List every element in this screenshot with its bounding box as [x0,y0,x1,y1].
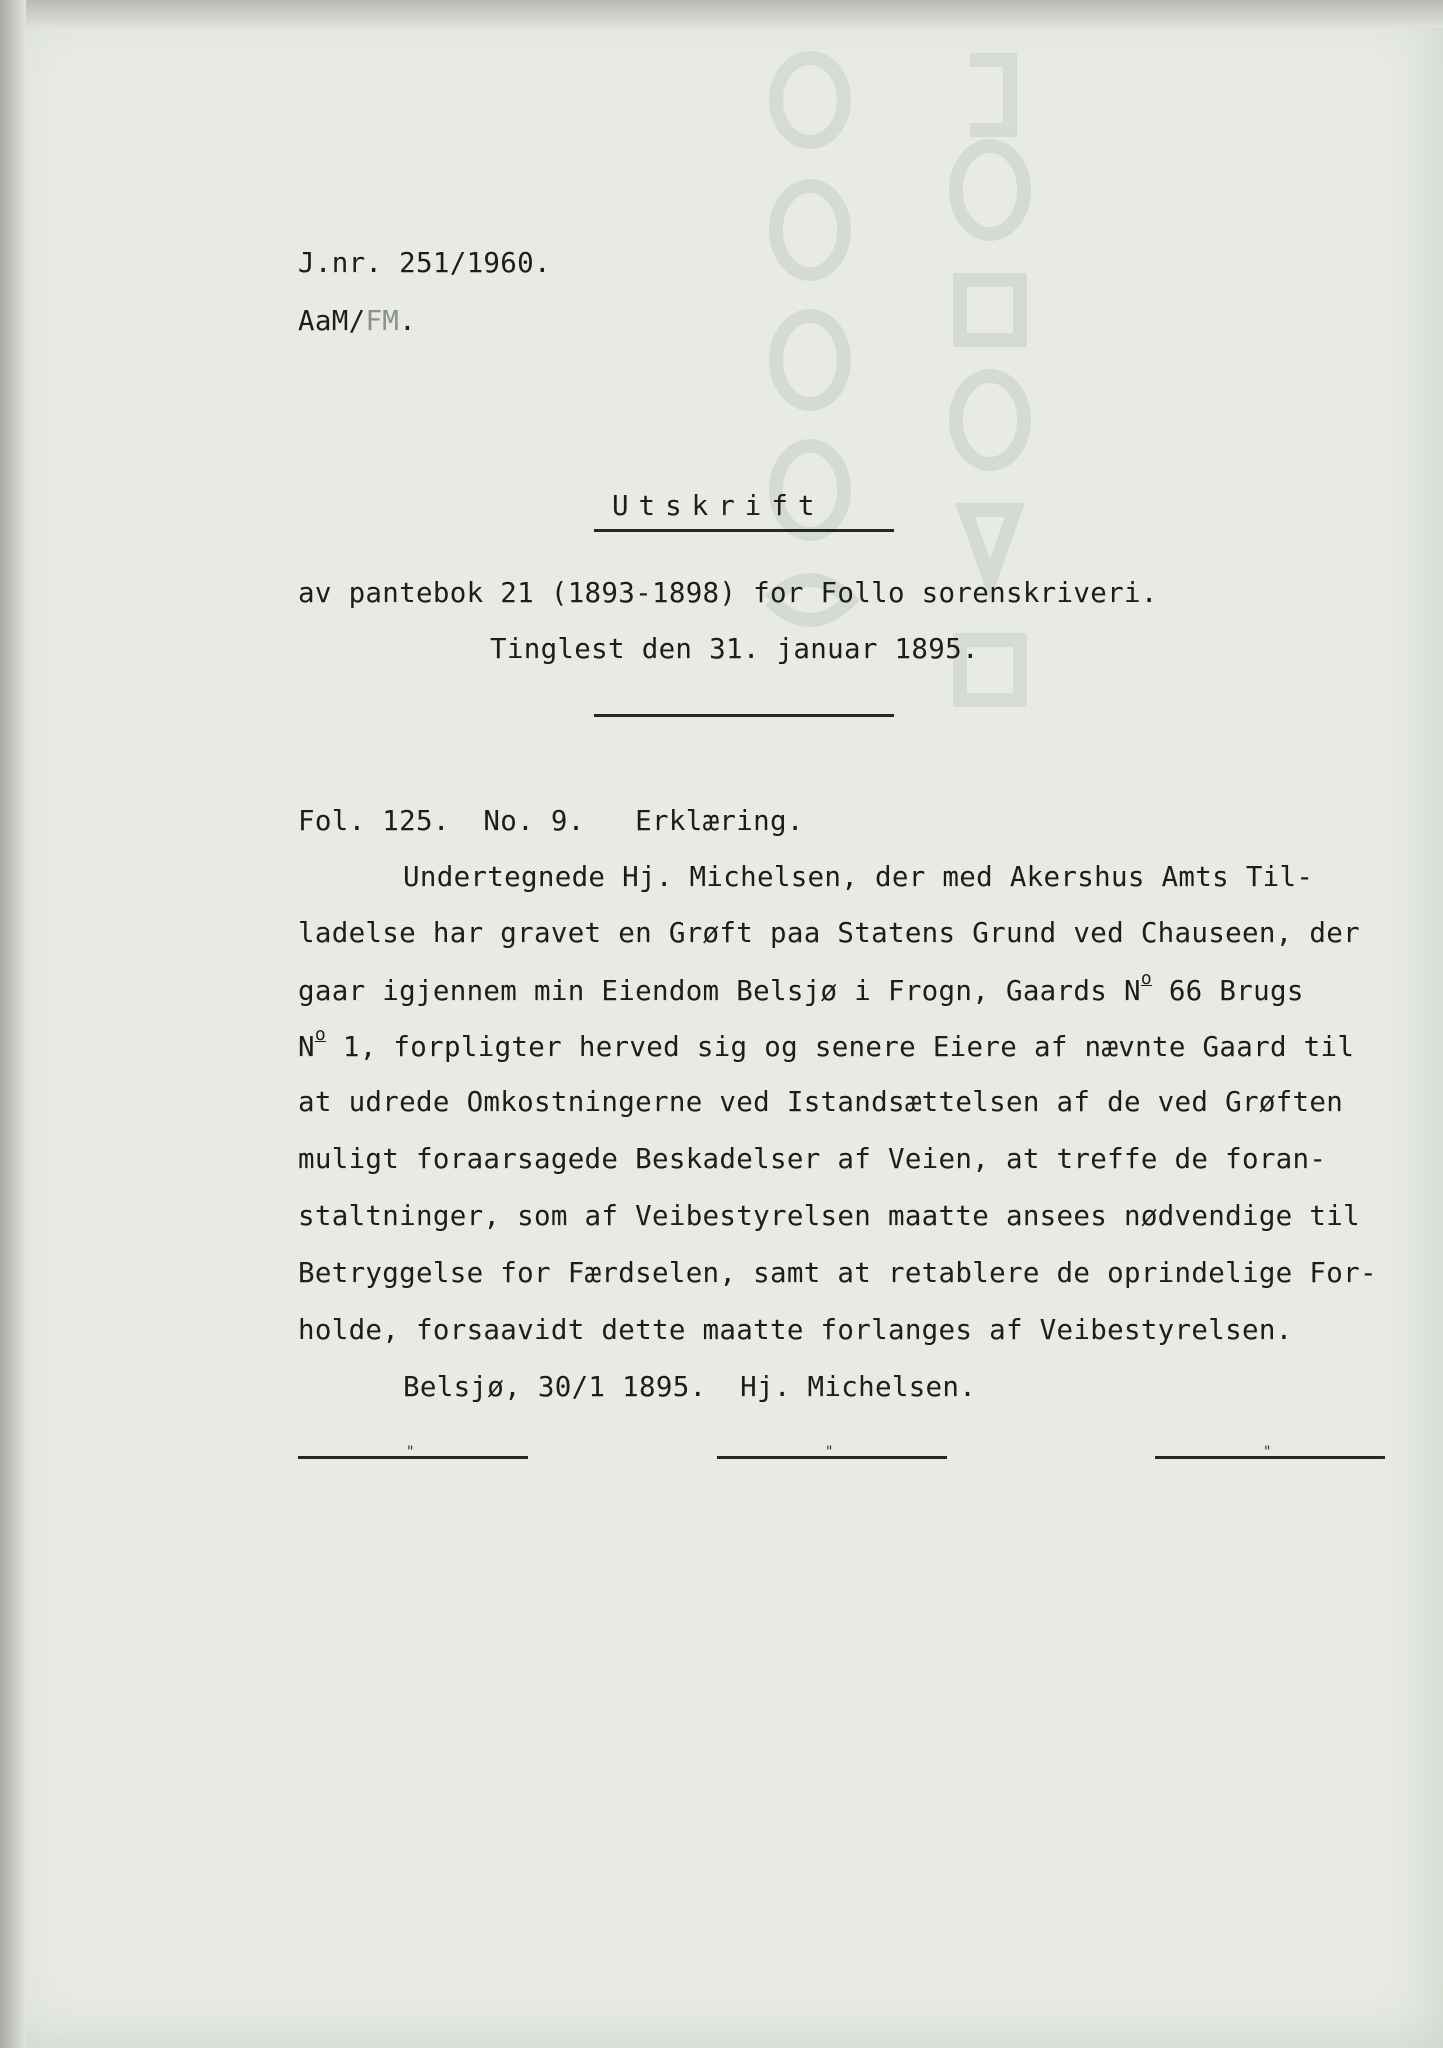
entry-heading: Fol. 125. No. 9. Erklæring. [298,805,804,837]
body-line: Betryggelse for Færdselen, samt at retablere de oprindelige For- [298,1257,1377,1289]
initials [298,305,417,337]
body-line: Undertegnede Hj. Michelsen, der med Akershus Amts Til- [403,861,1314,893]
section-divider [594,714,894,717]
body-line: holde, forsaavidt dette maatte forlanges af Veibestyrelsen. [298,1314,1293,1346]
body-line: ladelse har gravet en Grøft paa Statens Grund ved Chauseen, der [298,917,1360,949]
initials-typed: AaM/ [298,305,366,337]
title-underline [594,529,894,532]
initials-faint: FM [365,305,400,337]
body-line: $N^o$ 1, forpligter herved sig og senere Eiere af nævnte Gaard til [298,1024,1355,1064]
body-line: muligt foraarsagede Beskadelser af Veien, at treffe de foran- [298,1143,1327,1175]
source-line-2: Tinglest den 31. januar 1895. [490,633,979,665]
ditto-line-left: " [298,1456,528,1459]
body-line: staltninger, som af Veibestyrelsen maatte ansees nødvendige til [298,1200,1360,1232]
ditto-line-right: " [1155,1456,1385,1459]
signature-line: Belsjø, 30/1 1895. Hj. Michelsen. [403,1371,977,1403]
ditto-line-center: " [717,1456,947,1459]
journal-number: J.nr. 251/1960. [298,247,551,279]
scan-edge-left [0,0,26,2048]
source-line-1: av pantebok 21 (1893-1898) for Follo sorenskriveri. [298,577,1158,609]
body-line: at udrede Omkostningerne ved Istandsættelsen af de ved Grøften [298,1086,1344,1118]
initials-end: . [399,305,417,337]
faint-stamp-watermark [740,40,1100,800]
scan-edge-top [0,0,1443,28]
document-title: Utskrift [612,490,825,522]
body-line: gaar igjennem min Eiendom Belsjø i Frogn, Gaards $N^o$ 66 Brugs [298,968,1304,1008]
